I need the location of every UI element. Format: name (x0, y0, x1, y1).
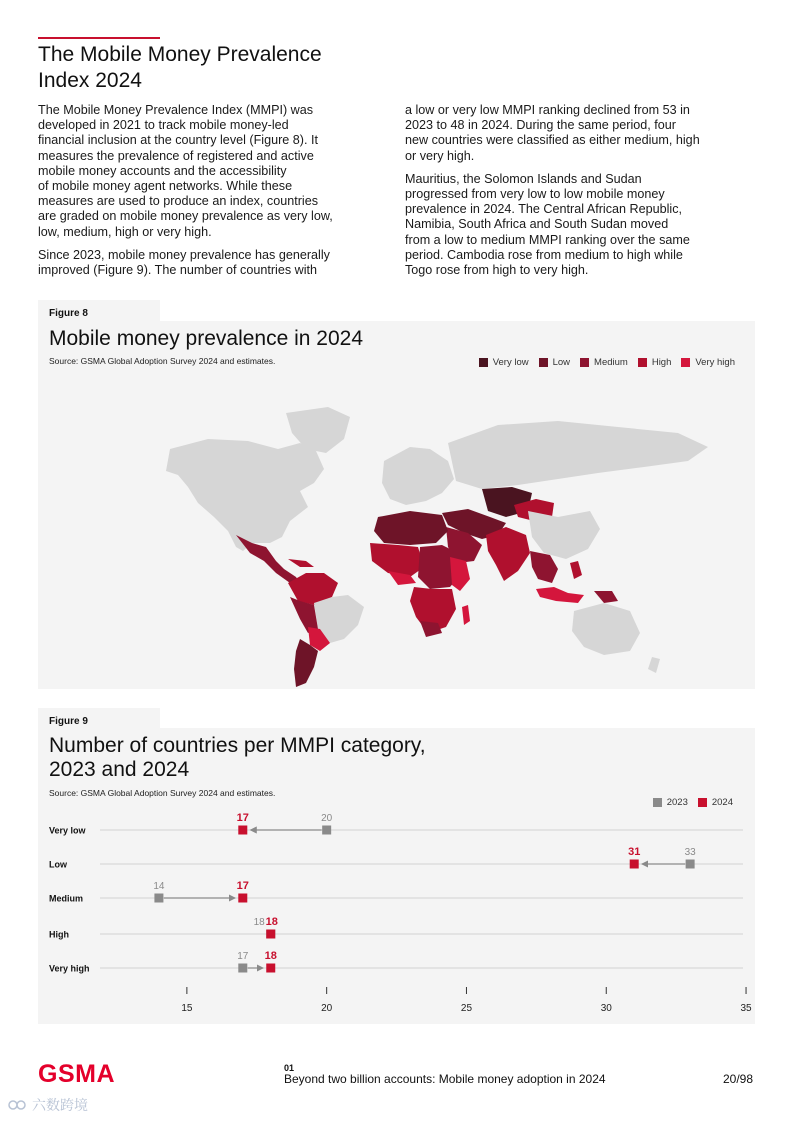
map-indonesia (536, 587, 584, 603)
value-label-2024-medium: 17 (236, 880, 249, 892)
map-russia (448, 421, 708, 489)
legend-medium: Medium (580, 357, 628, 368)
point-2023-low (686, 860, 695, 869)
point-2024-medium (238, 894, 247, 903)
point-2024-low (630, 860, 639, 869)
page-number: 20/98 (722, 1072, 753, 1086)
legend-very-high: Very high (681, 357, 735, 368)
paragraph-decline: a low or very low MMPI ranking declined from 53 in 2023 to 48 in 2024. During the same period, four new countries were classified as either medium, high or very high. (405, 103, 700, 163)
map-south-asia (486, 527, 530, 581)
figure8-tab: Figure 8 (38, 300, 160, 326)
legend-2024: 2024 (698, 797, 733, 808)
map-new-zealand (648, 657, 660, 673)
point-2023-very-low (322, 826, 331, 835)
dumbbell-chart (38, 728, 755, 1024)
page-title: The Mobile Money Prevalence Index 2024 (38, 43, 322, 92)
x-tick-label-25: 25 (460, 1003, 473, 1014)
x-tick-label-20: 20 (321, 1003, 333, 1014)
map-southeast-asia (530, 551, 558, 583)
map-china (528, 511, 600, 559)
figure8-source: Source: GSMA Global Adoption Survey 2024 and estimates. (49, 356, 276, 366)
value-label-2024-high: 18 (265, 916, 278, 928)
value-label-2023-medium: 14 (153, 881, 165, 892)
category-label-low: Low (49, 859, 67, 870)
value-label-2024-very-high: 18 (264, 950, 277, 962)
section-number: 01 (284, 1063, 295, 1073)
map-europe (382, 447, 454, 505)
category-label-high: High (49, 929, 69, 940)
x-tick-label-35: 35 (740, 1003, 752, 1014)
value-label-2023-very-low: 20 (321, 813, 333, 824)
category-label-very-high: Very high (49, 963, 90, 974)
point-2023-medium (154, 894, 163, 903)
value-label-2023-high: 18 (253, 917, 265, 928)
map-north-africa (374, 511, 448, 545)
legend-low: Low (539, 357, 570, 368)
map-west-africa (370, 543, 424, 577)
figure9-panel (38, 728, 755, 1024)
figure9-tab: Figure 9 (38, 708, 160, 734)
figure8-title: Mobile money prevalence in 2024 (49, 327, 364, 350)
watermark-icon (8, 1098, 28, 1112)
point-2023-very-high (238, 964, 247, 973)
world-map (38, 321, 755, 689)
point-2024-high (266, 930, 275, 939)
legend-high: High (638, 357, 672, 368)
value-label-2024-very-low: 17 (236, 812, 249, 824)
legend-very-low: Very low (479, 357, 529, 368)
paragraph-mmpi-intro: The Mobile Money Prevalence Index (MMPI) was developed in 2021 to track mobile money-led financial inclusion at the country level (Figure 8). It measures the prevalence of registered and active mobile money accounts and the accessibility of mobile money agent networks. While these measures are used to produce an index, countries are graded on mobile money prevalence as very low, low, medium, high or very high. (38, 103, 333, 239)
figure8-panel (38, 321, 755, 689)
map-australia (572, 603, 640, 655)
title-rule (38, 37, 160, 39)
body-column-left (38, 103, 388, 286)
point-2024-very-low (238, 826, 247, 835)
map-east-africa (450, 557, 470, 591)
value-label-2023-low: 33 (684, 847, 696, 858)
x-tick-label-30: 30 (600, 1003, 612, 1014)
figure9-title: Number of countries per MMPI category, 2023 and 2024 (49, 734, 426, 781)
gsma-logo: GSMA (38, 1060, 115, 1088)
map-north-america (166, 439, 324, 551)
value-label-2024-low: 31 (628, 846, 641, 858)
x-tick-label-15: 15 (181, 1003, 193, 1014)
paragraph-progress: Mauritius, the Solomon Islands and Sudan progressed from very low to low mobile money prevalence in 2024. The Central African Republic, Namibia, South Africa and South Sudan moved from a low to medium MMPI ranking over the same period. Cambodia rose from medium to high while Togo rose from high to very high. (405, 171, 690, 278)
document-title: Beyond two billion accounts: Mobile money adoption in 2024 (284, 1072, 606, 1086)
body-column-right (405, 103, 755, 286)
paragraph-since-2023: Since 2023, mobile money prevalence has generally improved (Figure 9). The number of countries with (38, 247, 330, 278)
value-label-2023-very-high: 17 (237, 951, 249, 962)
point-2024-very-high (266, 964, 275, 973)
map-caribbean (288, 559, 314, 567)
map-philippines (570, 561, 582, 579)
map-papua (594, 591, 618, 603)
watermark: 六数跨境 (8, 1095, 88, 1115)
category-label-very-low: Very low (49, 825, 86, 836)
figure9-source: Source: GSMA Global Adoption Survey 2024 and estimates. (49, 788, 276, 798)
legend-2023: 2023 (653, 797, 688, 808)
category-label-medium: Medium (49, 893, 84, 904)
map-madagascar (462, 605, 470, 625)
